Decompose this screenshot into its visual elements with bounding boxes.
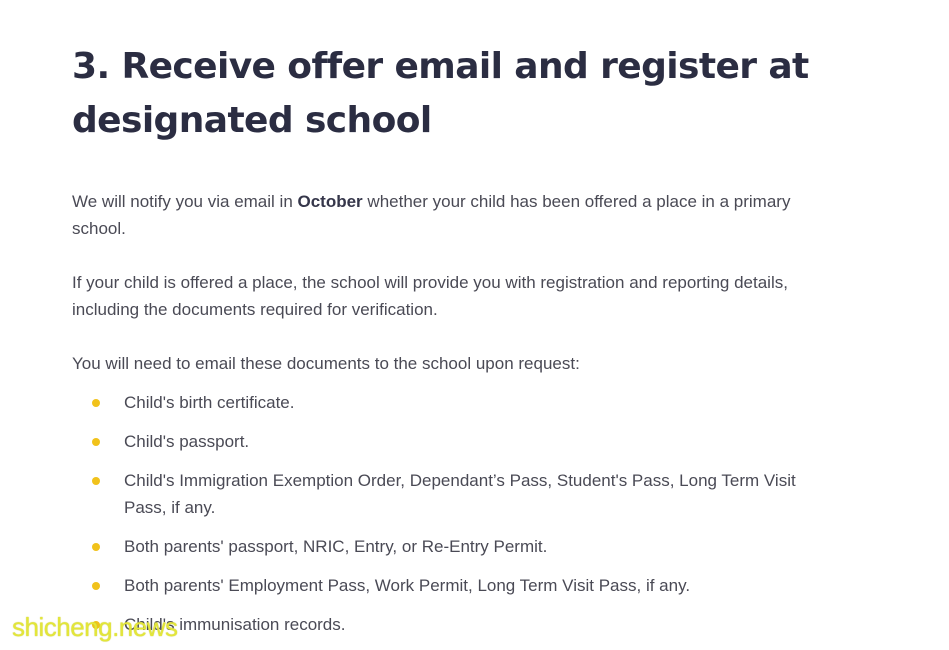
list-item — [72, 389, 832, 416]
list-item-text: Child's birth certificate. — [124, 393, 295, 412]
list-item — [72, 428, 832, 455]
list-item — [72, 467, 832, 521]
list-item-text: Child's passport. — [124, 432, 250, 451]
registration-paragraph: If your child is offered a place, the school will provide you with registration and reporting details, including the documents required for verification. — [72, 273, 788, 319]
notification-paragraph — [72, 188, 832, 242]
bullet-icon — [92, 582, 100, 590]
bullet-icon — [92, 477, 100, 485]
section-heading: 3. Receive offer email and register at designated school — [72, 46, 809, 141]
list-item-text: Child's Immigration Exemption Order, Dependant’s Pass, Student's Pass, Long Term Visit Pass, if any. — [124, 471, 796, 517]
list-item-text: Both parents' Employment Pass, Work Permit, Long Term Visit Pass, if any. — [124, 576, 691, 595]
notification-month: October — [297, 192, 363, 211]
article-section — [72, 40, 832, 650]
documents-list — [72, 389, 832, 638]
notification-text-start: We will notify you via email in — [72, 192, 298, 211]
bullet-icon — [92, 438, 100, 446]
watermark: shicheng.news — [12, 612, 178, 642]
list-item-text: Child's immunisation records. — [124, 615, 346, 634]
list-item — [72, 533, 832, 560]
documents-intro: You will need to email these documents to the school upon request: — [72, 354, 580, 373]
bullet-icon — [92, 399, 100, 407]
list-item-text: Both parents' passport, NRIC, Entry, or Re-Entry Permit. — [124, 537, 548, 556]
notification-text-end: whether your child has been offered a place in a primary school. — [72, 192, 791, 238]
bullet-icon — [92, 543, 100, 551]
list-item — [72, 572, 832, 599]
list-item — [72, 611, 832, 638]
